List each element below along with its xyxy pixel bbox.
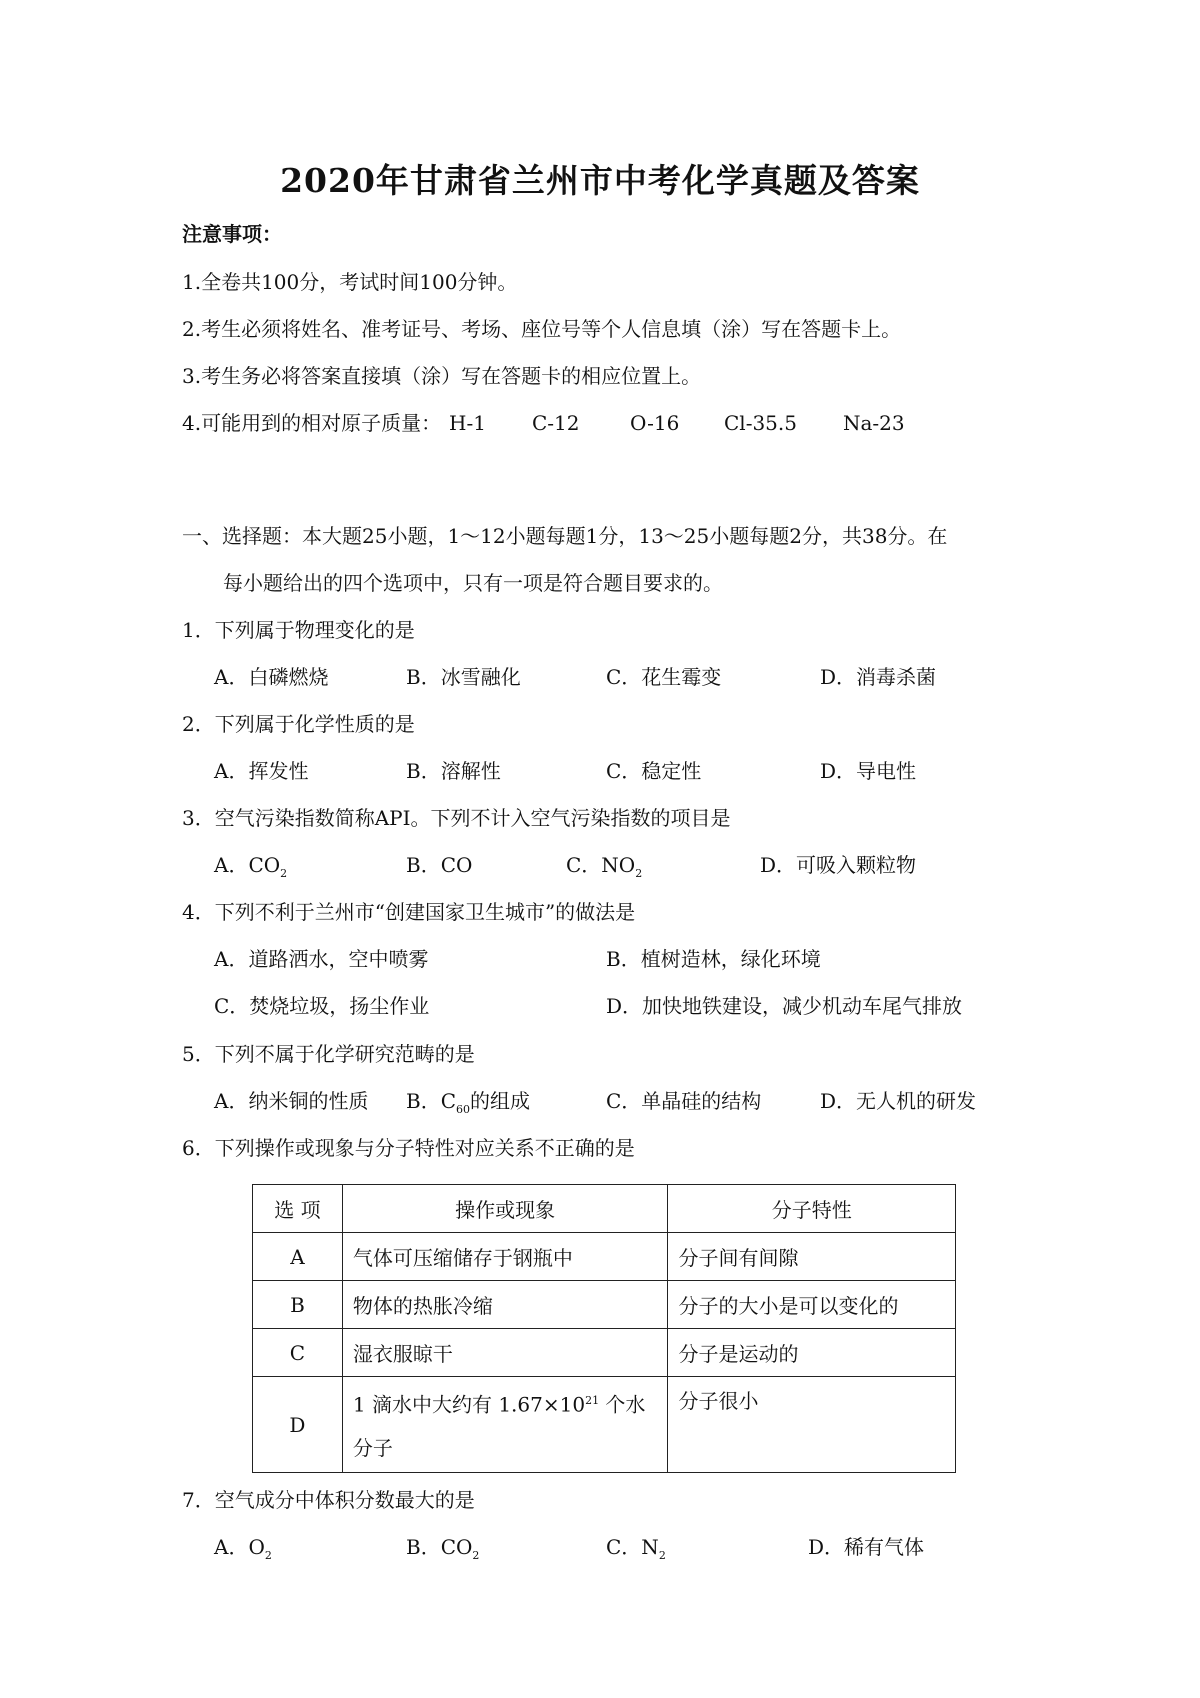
table-row xyxy=(253,1233,956,1281)
section-intro: 一、选择题：本大题25小题，1～12小题每题1分，13～25小题每题2分，共38分。在 xyxy=(182,524,948,548)
option-a: A．白磷燃烧 xyxy=(214,665,329,689)
table-header-row xyxy=(253,1185,956,1233)
option-c: C．$NO_2$ xyxy=(566,853,643,880)
table-header: 分子特性 xyxy=(668,1185,956,1233)
atomic-mass: C-12 xyxy=(532,411,580,435)
table-cell-phenomenon: 气体可压缩储存于钢瓶中 xyxy=(342,1233,668,1281)
table-cell-phenomenon: 物体的热胀冷缩 xyxy=(342,1281,668,1329)
option-a: A．挥发性 xyxy=(214,759,309,783)
table-cell-property: 分子的大小是可以变化的 xyxy=(668,1281,956,1329)
atomic-mass: O-16 xyxy=(630,411,680,435)
question-stem: 2．下列属于化学性质的是 xyxy=(182,712,415,736)
notice-heading: 注意事项： xyxy=(182,222,282,246)
option-c: C．焚烧垃圾，扬尘作业 xyxy=(214,994,430,1018)
option-c: C．$N_2$ xyxy=(606,1535,666,1562)
notice-item: 1.全卷共100分，考试时间100分钟。 xyxy=(182,270,518,294)
option-c: C．花生霉变 xyxy=(606,665,722,689)
option-a: A．$CO_2$ xyxy=(214,853,288,880)
table-row xyxy=(253,1281,956,1329)
notice-atomic-label: 4.可能用到的相对原子质量： xyxy=(182,411,442,435)
option-d: D．加快地铁建设，减少机动车尾气排放 xyxy=(606,994,963,1018)
option-b: B．冰雪融化 xyxy=(406,665,521,689)
section-intro: 每小题给出的四个选项中，只有一项是符合题目要求的。 xyxy=(223,571,723,595)
question-stem: 5．下列不属于化学研究范畴的是 xyxy=(182,1042,475,1066)
option-d: D．导电性 xyxy=(820,759,917,783)
table-cell-option: B xyxy=(253,1281,343,1329)
table-cell-property: 分子是运动的 xyxy=(668,1329,956,1377)
atomic-mass: Na-23 xyxy=(843,411,905,435)
table-cell-property: 分子间有间隙 xyxy=(668,1233,956,1281)
table-cell-option: D xyxy=(253,1377,343,1473)
notice-item: 2.考生必须将姓名、准考证号、考场、座位号等个人信息填（涂）写在答题卡上。 xyxy=(182,317,902,341)
table-cell-option: A xyxy=(253,1233,343,1281)
table-row xyxy=(253,1377,956,1473)
molecule-property-table xyxy=(252,1184,956,1473)
page-title: 2020年甘肃省兰州市中考化学真题及答案 xyxy=(280,161,920,200)
option-d: D．可吸入颗粒物 xyxy=(760,853,917,877)
table-row xyxy=(253,1329,956,1377)
option-a: A．$O_2$ xyxy=(214,1535,272,1562)
table-cell-option: C xyxy=(253,1329,343,1377)
atomic-mass: Cl-35.5 xyxy=(724,411,797,435)
table-cell-phenomenon: 湿衣服晾干 xyxy=(342,1329,668,1377)
option-b: B．CO xyxy=(406,853,473,877)
option-a: A．道路洒水，空中喷雾 xyxy=(214,947,429,971)
option-c: C．单晶硅的结构 xyxy=(606,1089,762,1113)
option-b: B．$CO_2$ xyxy=(406,1535,480,1562)
option-b: B．植树造林，绿化环境 xyxy=(606,947,821,971)
option-d: D．消毒杀菌 xyxy=(820,665,937,689)
atomic-mass: H-1 xyxy=(449,411,486,435)
table-header: 操作或现象 xyxy=(342,1185,668,1233)
question-stem: 1．下列属于物理变化的是 xyxy=(182,618,415,642)
option-d: D．稀有气体 xyxy=(808,1535,925,1559)
question-stem: 7．空气成分中体积分数最大的是 xyxy=(182,1488,475,1512)
option-b: B．溶解性 xyxy=(406,759,501,783)
option-c: C．稳定性 xyxy=(606,759,702,783)
option-d: D．无人机的研发 xyxy=(820,1089,977,1113)
table-cell-phenomenon: 1 滴水中大约有 $1.67\times 10^{21}$ 个水 分子 xyxy=(342,1377,668,1473)
question-stem: 6．下列操作或现象与分子特性对应关系不正确的是 xyxy=(182,1136,635,1160)
question-stem: 4．下列不利于兰州市“创建国家卫生城市”的做法是 xyxy=(182,900,636,924)
table-cell-property: 分子很小 xyxy=(668,1377,956,1473)
table-header: 选 项 xyxy=(253,1185,343,1233)
question-stem: 3．空气污染指数简称API。下列不计入空气污染指数的项目是 xyxy=(182,806,731,830)
option-b: B．$C_{60}$的组成 xyxy=(406,1089,530,1116)
notice-item: 3.考生务必将答案直接填（涂）写在答题卡的相应位置上。 xyxy=(182,364,702,388)
option-a: A．纳米铜的性质 xyxy=(214,1089,369,1113)
